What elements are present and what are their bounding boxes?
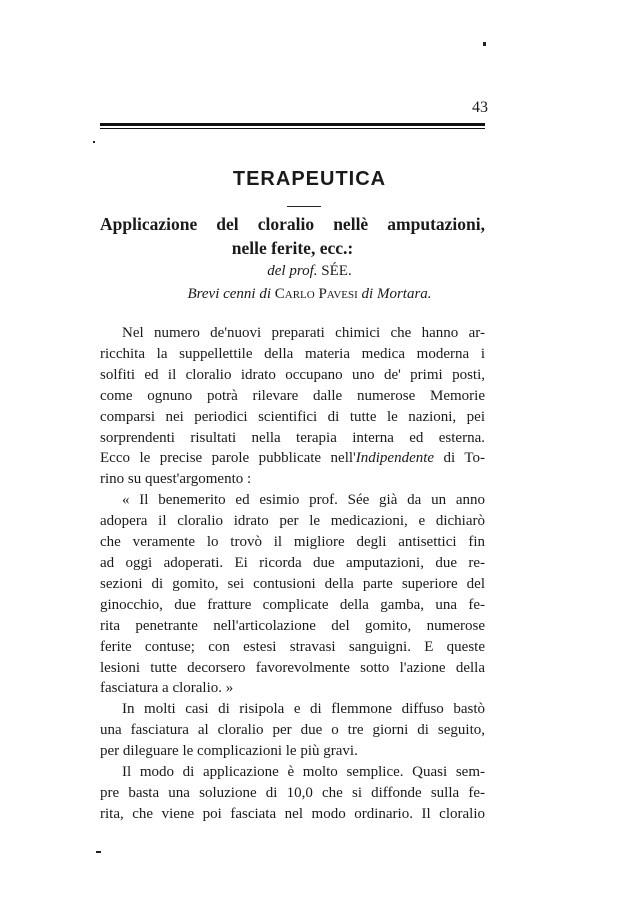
body-line: pre basta una soluzione di 10,0 che si diffonde sulla fe- [100,784,485,801]
article-title-line-2: nelle ferite, ecc.: [231,238,354,258]
body-line: Il modo di applicazione è molto semplice. Quasi sem- [122,764,485,781]
body-line: ricchita la suppellettile della materia medica moderna i [100,345,485,362]
byline-suffix: di Mortara. [361,286,432,302]
section-title: TERAPEUTICA [232,168,387,190]
scan-speck [96,851,101,853]
body-line: comparsi nei periodici scientifici di tutte le nazioni, pei [100,408,485,425]
author-name: SÉE. [321,263,352,279]
author-line [0,263,619,280]
article-title [100,212,485,260]
byline-last-name: Pavesi [318,286,358,302]
byline-prefix: Brevi cenni di [187,286,272,302]
article-title-line-1: Applicazione del cloralio nellè amputazioni, [100,214,485,234]
body-line: rino su quest'argomento : [100,471,252,488]
body-line: ginocchio, due fratture complicate della gamba, una fe- [100,596,485,613]
body-line: solfiti ed il cloralio idrato occupano uno de' primi posti, [100,366,485,383]
body-line: sezioni di gomito, sei contusioni della parte superiore del [100,575,485,592]
body-line: rita, che viene poi fasciata nel modo ordinario. Il cloralio [100,805,485,822]
body-line-start: Ecco le precise parole pubblicate nell' [100,450,356,467]
body-line: Nel numero de'nuovi preparati chimici che hanno ar- [122,325,485,341]
scan-speck [483,42,486,46]
body-line: come ognuno potrà rilevare dalle numerose Memorie [100,387,485,404]
body-line: lesioni tutte decorsero favorevolmente sotto l'azione della [100,659,485,676]
body-line: « Il benemerito ed esimio prof. Sée già da un anno [122,492,485,509]
body-line-end: di To- [434,450,485,467]
byline-first-name: Carlo [274,286,315,302]
italic-term: Indipendente [355,450,435,467]
body-line: rita penetrante nell'articolazione del gomito, numerose [100,617,485,634]
body-line: una fasciatura al cloralio per due o tre giorni di seguito, [100,722,485,739]
header-rule-thin [100,128,485,129]
byline [0,286,619,303]
title-divider [287,206,321,207]
body-line: ad oggi adoperati. Ei ricorda due amputazioni, due re- [100,554,485,571]
body-line: ferite contuse; con estesi stravasi sanguigni. E queste [100,638,485,655]
body-line: adopera il cloralio idrato per le medicazioni, e dichiarò [100,513,485,530]
author-prefix: del prof. [267,263,318,279]
body-line-with-italic [100,448,485,469]
page-number: 43 [472,99,488,116]
body-line: sorprendenti risultati nella terapia interna ed esterna. [100,429,485,446]
body-line: per dileguare le complicazioni le più gravi. [100,743,358,760]
body-line: In molti casi di risipola e di flemmone diffuso bastò [122,701,485,718]
scan-speck [93,141,95,143]
body-text [100,323,485,825]
body-line: che veramente lo trovò il migliore degli antisettici fin [100,534,485,551]
body-line: fasciatura a cloralio. » [100,680,234,697]
header-rule-thick [100,123,485,126]
